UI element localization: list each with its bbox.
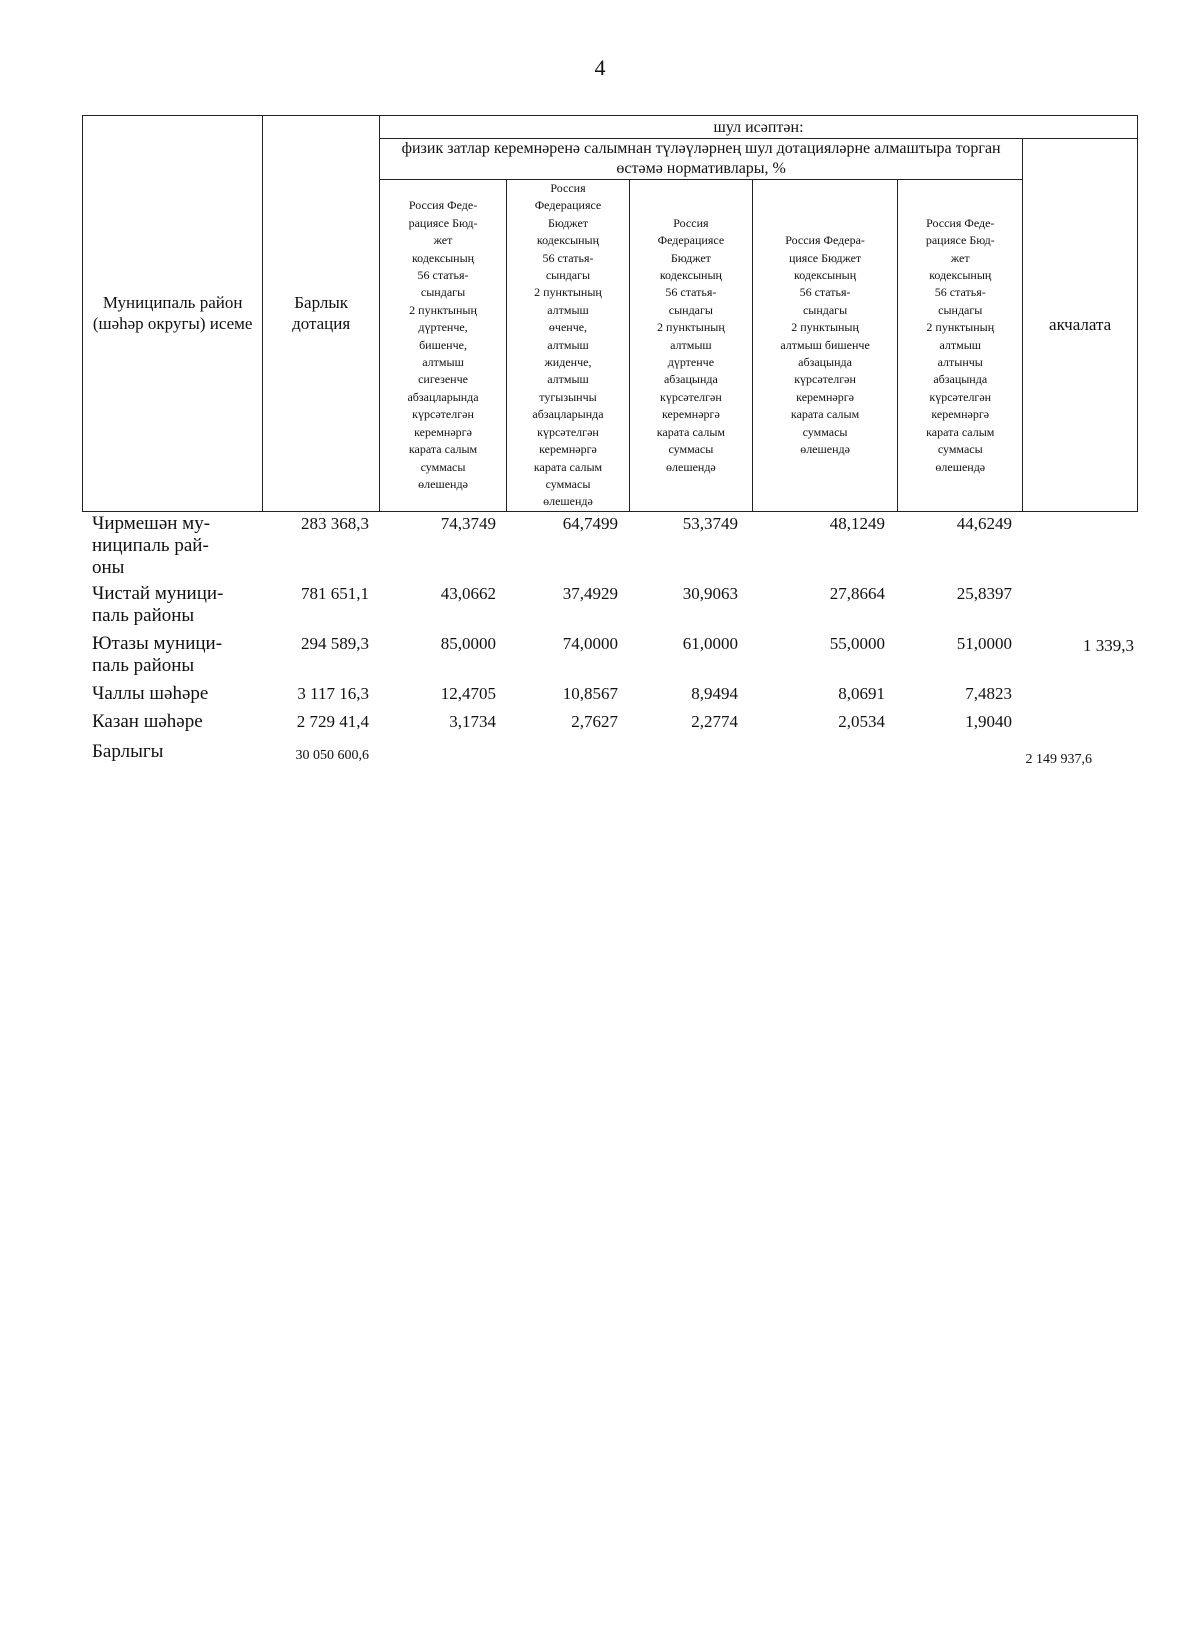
row-norm-1: 74,3749	[440, 514, 496, 533]
totals-label: Барлыгы	[92, 741, 164, 762]
row-norm-4: 55,0000	[829, 634, 885, 653]
row-name: Казан шәһәре	[92, 711, 203, 732]
row-total: 294 589,3	[301, 634, 369, 653]
header-advance: акчалата	[1023, 139, 1138, 512]
header-total-subsidy-text: Барлык дотация	[292, 293, 351, 334]
row-norm-2: 10,8567	[562, 684, 618, 703]
row-norm-5: 51,0000	[956, 634, 1012, 653]
page-number: 4	[594, 55, 606, 80]
header-norm-col-5: Россия Феде- рациясе Бюд- жет кодексының 56 статья- сындагы 2 пунктының алтмыш алтынчы абзацында күрсәтелгән керемнәргә карата салым суммасы өлешендә	[898, 180, 1023, 512]
header-norms-group-text: физик затлар керемнәренә салымнан түләүләрнең шул дотацияләрне алмаштыра торган өстәмә нормативлары, %	[401, 140, 1001, 177]
row-norm-4: 27,8664	[829, 584, 885, 603]
table-row	[0, 583, 1200, 627]
totals-advance: 2 149 937,6	[1025, 752, 1092, 767]
header-norms-group	[380, 139, 1023, 180]
row-norm-1: 43,0662	[440, 584, 496, 603]
row-name: Чаллы шәһәре	[92, 683, 209, 704]
row-norm-5: 25,8397	[956, 584, 1012, 603]
header-norm-col-2: Россия Федерациясе Бюджет кодексының 56 статья- сындагы 2 пунктының алтмыш өченче, алтмыш жиденче, алтмыш тугызынчы абзацларында күрсәтелгән керемнәргә карата салым суммасы өлешендә	[507, 180, 630, 512]
row-norm-4: 48,1249	[829, 514, 885, 533]
totals-total: 30 050 600,6	[295, 748, 369, 763]
row-norm-5: 1,9040	[965, 712, 1012, 731]
row-name: Чирмешән му- ниципаль рай- оны	[92, 513, 211, 578]
totals-row	[0, 741, 1200, 765]
row-norm-3: 30,9063	[682, 584, 738, 603]
header-norm-col-3: Россия Федерациясе Бюджет кодексының 56 статья- сындагы 2 пунктының алтмыш дүртенче абзацында күрсәтелгән керемнәргә карата салым суммасы өлешендә	[629, 180, 752, 512]
header-municipality-text: Муниципаль район (шәһәр округы) исеме	[92, 293, 253, 334]
row-total: 2 729 41,4	[296, 712, 369, 731]
table-header	[82, 115, 1138, 512]
row-norm-3: 61,0000	[682, 634, 738, 653]
row-norm-3: 53,3749	[682, 514, 738, 533]
row-norm-1: 3,1734	[449, 712, 496, 731]
header-norm-col-1: Россия Феде- рациясе Бюд- жет кодексының 56 статья- сындагы 2 пунктының дүртенче, бишенче, алтмыш сигезенче абзацларында күрсәтелгән керемнәргә карата салым суммасы өлешендә	[380, 180, 507, 512]
row-total: 283 368,3	[301, 514, 369, 533]
header-norm-col-4: Россия Федера- циясе Бюджет кодексының 56 статья- сындагы 2 пунктының алтмыш бишенче абзацында күрсәтелгән керемнәргә карата салым суммасы өлешендә	[752, 180, 897, 512]
header-total-subsidy	[263, 116, 380, 512]
row-norm-1: 85,0000	[440, 634, 496, 653]
header-of-which: шул исәптән:	[380, 116, 1138, 139]
row-norm-4: 8,0691	[838, 684, 885, 703]
table-row	[0, 683, 1200, 707]
row-advance: 1 339,3	[1083, 636, 1134, 655]
row-norm-3: 2,2774	[691, 712, 738, 731]
row-norm-1: 12,4705	[440, 684, 496, 703]
table-row	[0, 633, 1200, 677]
row-total: 3 117 16,3	[297, 684, 369, 703]
table-row	[0, 711, 1200, 735]
row-norm-5: 44,6249	[956, 514, 1012, 533]
row-norm-2: 74,0000	[562, 634, 618, 653]
row-norm-2: 37,4929	[562, 584, 618, 603]
row-norm-2: 64,7499	[562, 514, 618, 533]
row-norm-5: 7,4823	[965, 684, 1012, 703]
row-total: 781 651,1	[301, 584, 369, 603]
row-norm-3: 8,9494	[691, 684, 738, 703]
row-norm-4: 2,0534	[838, 712, 885, 731]
row-norm-2: 2,7627	[571, 712, 618, 731]
table-row	[0, 513, 1200, 579]
row-name: Ютазы муници- паль районы	[92, 633, 223, 676]
row-name: Чистай муници- паль районы	[92, 583, 224, 626]
header-municipality	[83, 116, 263, 512]
